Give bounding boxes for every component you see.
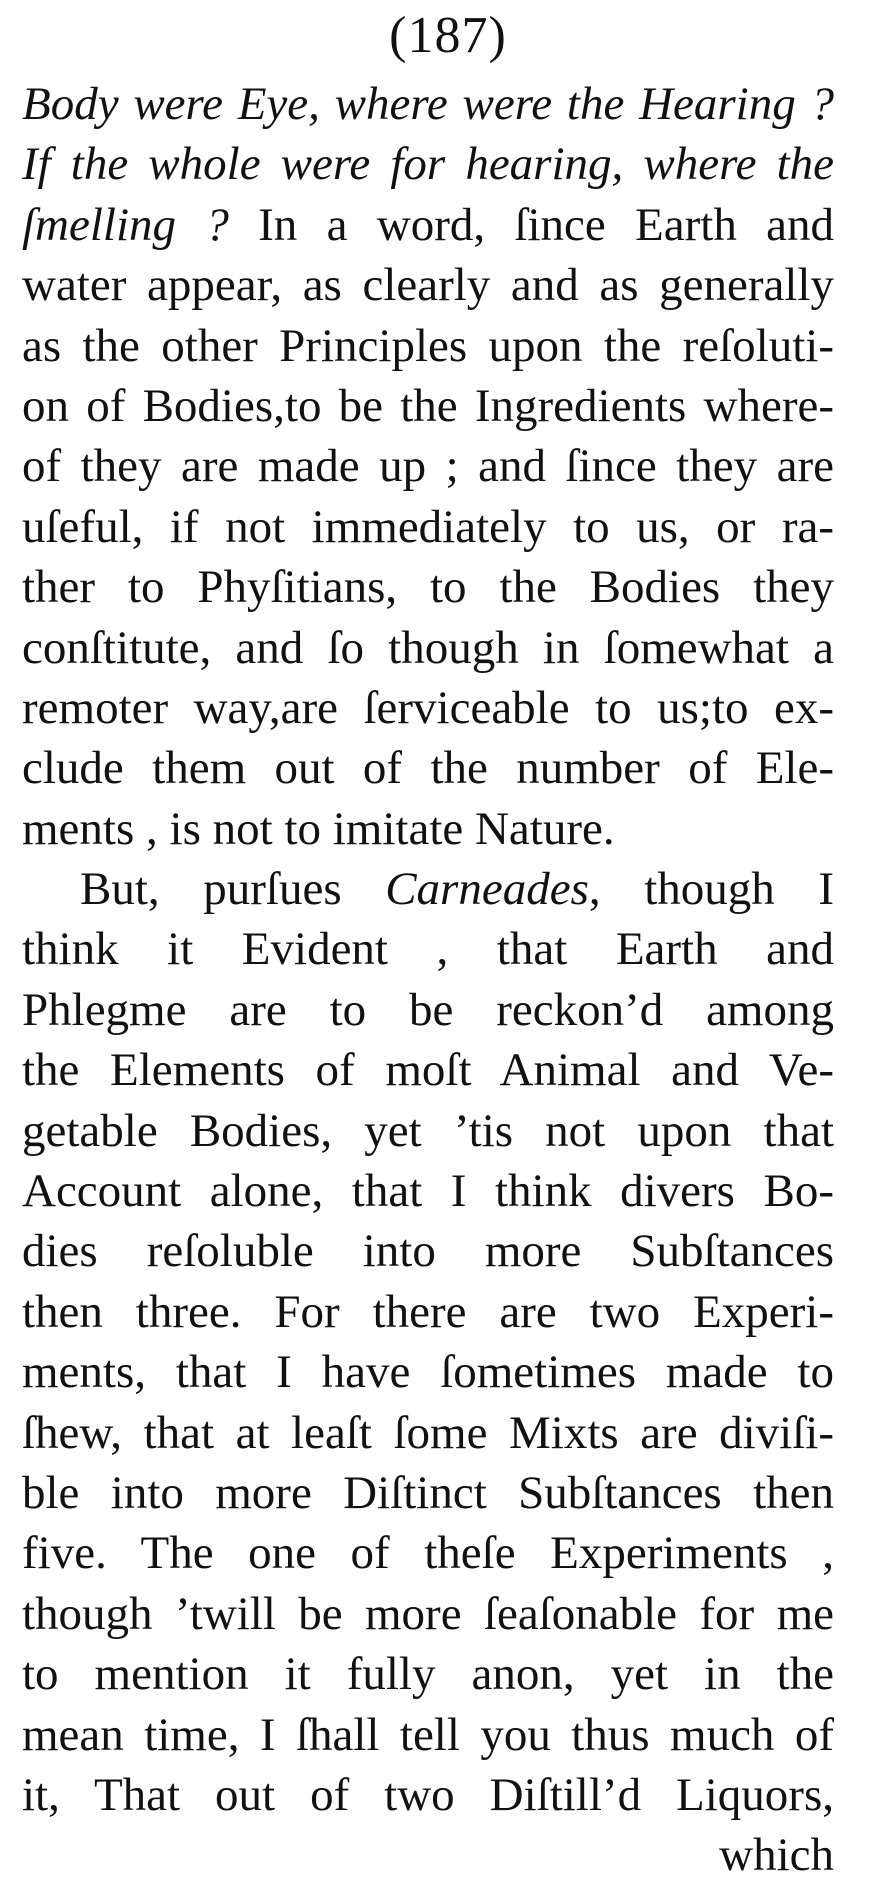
text-run: ther to Phyſitians, to the Bodies they [22,561,834,614]
text-line [22,919,834,979]
text-line [22,1705,834,1765]
text-line [22,1463,834,1523]
italic-text-run: ſmelling ? [22,198,259,251]
text-run: water appear, as clearly and as generally [22,259,834,312]
text-run: uſeful, if not immediately to us, or ra- [22,500,834,553]
text-line [22,1282,834,1342]
text-run: Account alone, that I think divers Bo- [22,1165,834,1218]
text-run: getable Bodies, yet ’tis not upon that [22,1104,834,1157]
text-run: , though I [588,863,834,916]
text-line [22,1221,834,1281]
text-run: which [719,1829,834,1882]
text-line [22,376,834,436]
text-run: But, purſues [80,863,386,916]
text-line [22,1765,834,1825]
text-line [22,980,834,1040]
text-run: to mention it fully anon, yet in the [22,1648,834,1701]
text-run: then three. For there are two Experi- [22,1285,834,1338]
italic-text-run: If the whole were for hearing, where the [22,138,834,191]
text-run: on of Bodies,to be the Ingredients where- [22,379,834,432]
text-line [22,1342,834,1402]
text-line [22,1825,834,1885]
text-run: though ’twill be more ſeaſonable for me [22,1587,834,1640]
text-run: as the other Principles upon the reſoluti- [22,319,834,372]
text-run: it, That out of two Diſtill’d Liquors, [22,1768,834,1821]
text-run: five. The one of theſe Experiments , [22,1527,834,1580]
page-number: (187) [389,7,507,64]
text-line [22,74,834,134]
italic-text-run: Carneades [385,863,589,916]
text-line [22,255,834,315]
text-line [22,1040,834,1100]
text-run: dies reſoluble into more Subſtances [22,1225,834,1278]
text-run: ments , is not to imitate Nature. [22,802,615,855]
text-line [22,1161,834,1221]
text-line [22,859,834,919]
text-line [22,1523,834,1583]
text-run: ble into more Diſtinct Subſtances then [22,1466,834,1519]
text-line [22,799,834,859]
text-line [22,738,834,798]
italic-text-run: Body were Eye, where were the Hearing ? [22,78,834,130]
text-line [22,1403,834,1463]
text-line [22,195,834,255]
text-run: ments, that I have ſometimes made to [22,1346,834,1399]
text-run: think it Evident , that Earth and [22,923,834,976]
text-run: Phlegme are to be reckon’d among [22,983,834,1036]
text-run: of they are made up ; and ſince they are [22,440,834,493]
text-run: conſtitute, and ſo though in ſomewhat a [22,621,834,674]
text-line [22,618,834,678]
text-run: the Elements of moſt Animal and Ve- [22,1044,834,1097]
text-line [22,436,834,496]
text-run: In a word, ſince Earth and [258,198,834,251]
text-line [22,557,834,617]
text-line [22,316,834,376]
text-run: mean time, I ſhall tell you thus much of [22,1708,834,1761]
text-line [22,678,834,738]
text-line [22,1101,834,1161]
text-run: ſhew, that at leaſt ſome Mixts are diviſi- [22,1406,834,1459]
text-run: clude them out of the number of Ele- [22,742,834,795]
text-line [22,1644,834,1704]
page-text [22,74,834,1886]
text-line [22,1584,834,1644]
text-line [22,134,834,194]
text-run: remoter way,are ſerviceable to us;to ex- [22,681,834,734]
text-line [22,497,834,557]
